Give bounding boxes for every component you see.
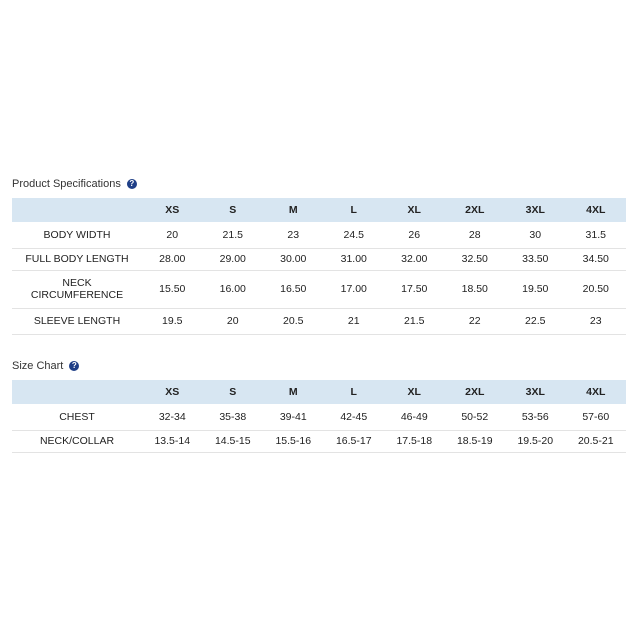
table-row — [12, 248, 626, 270]
table-cell: 18.5-19 — [445, 430, 506, 452]
table-cell: 53-56 — [505, 404, 566, 430]
table-cell: 19.50 — [505, 270, 566, 308]
table-cell: 50-52 — [445, 404, 506, 430]
table-cell: 17.00 — [324, 270, 385, 308]
size-header: XL — [407, 204, 421, 216]
product-specifications-heading — [12, 176, 626, 192]
question-circle-icon[interactable]: ? — [69, 361, 79, 371]
table-cell: 39-41 — [263, 404, 324, 430]
table-cell: 28 — [445, 222, 506, 248]
table-cell: 42-45 — [324, 404, 385, 430]
size-header: 4XL — [586, 204, 606, 216]
product-specifications-table — [12, 198, 626, 335]
table-cell: 34.50 — [566, 248, 627, 270]
table-cell: 21 — [324, 308, 385, 334]
table-row — [12, 222, 626, 248]
table-cell: 19.5 — [142, 308, 203, 334]
size-header: S — [229, 386, 237, 398]
size-header: S — [229, 204, 237, 216]
table-cell: 20 — [142, 222, 203, 248]
size-header: 3XL — [525, 204, 545, 216]
table-cell: 33.50 — [505, 248, 566, 270]
question-circle-icon[interactable]: ? — [127, 179, 137, 189]
table-cell: 18.50 — [445, 270, 506, 308]
table-cell: 14.5-15 — [203, 430, 264, 452]
table-cell: 35-38 — [203, 404, 264, 430]
table-cell: 16.50 — [263, 270, 324, 308]
row-label: NECK/COLLAR — [12, 430, 142, 452]
table-cell: 23 — [566, 308, 627, 334]
table-cell: 16.5-17 — [324, 430, 385, 452]
size-header: 2XL — [465, 204, 485, 216]
size-header: 2XL — [465, 386, 485, 398]
table-cell: 20.5 — [263, 308, 324, 334]
table-cell: 31.5 — [566, 222, 627, 248]
table-cell: 15.5-16 — [263, 430, 324, 452]
size-header: M — [288, 386, 298, 398]
table-cell: 32.50 — [445, 248, 506, 270]
header-blank-cell — [12, 198, 142, 222]
size-header: M — [288, 204, 298, 216]
table-header-row — [12, 198, 626, 222]
size-chart-table — [12, 380, 626, 453]
row-label: BODY WIDTH — [12, 222, 142, 248]
header-blank-cell — [12, 380, 142, 404]
size-chart-title: Size Chart — [12, 360, 64, 372]
table-cell: 46-49 — [384, 404, 445, 430]
row-label: CHEST — [12, 404, 142, 430]
table-row — [12, 270, 626, 308]
table-cell: 30.00 — [263, 248, 324, 270]
table-cell: 29.00 — [203, 248, 264, 270]
table-header-row — [12, 380, 626, 404]
size-header: 3XL — [525, 386, 545, 398]
table-cell: 30 — [505, 222, 566, 248]
table-cell: 21.5 — [203, 222, 264, 248]
table-cell: 28.00 — [142, 248, 203, 270]
table-cell: 57-60 — [566, 404, 627, 430]
size-chart-heading — [12, 358, 626, 374]
table-cell: 32-34 — [142, 404, 203, 430]
table-cell: 17.50 — [384, 270, 445, 308]
size-header: 4XL — [586, 386, 606, 398]
table-cell: 20.5-21 — [566, 430, 627, 452]
table-cell: 24.5 — [324, 222, 385, 248]
table-cell: 23 — [263, 222, 324, 248]
table-cell: 22.5 — [505, 308, 566, 334]
table-cell: 17.5-18 — [384, 430, 445, 452]
table-cell: 26 — [384, 222, 445, 248]
table-row — [12, 404, 626, 430]
table-cell: 32.00 — [384, 248, 445, 270]
row-label: SLEEVE LENGTH — [12, 308, 142, 334]
product-specifications-section — [12, 176, 626, 335]
size-chart-section — [12, 358, 626, 453]
row-label: NECK CIRCUMFERENCE — [12, 270, 142, 308]
size-header: XL — [407, 386, 421, 398]
table-cell: 31.00 — [324, 248, 385, 270]
size-header: XS — [165, 204, 180, 216]
table-cell: 22 — [445, 308, 506, 334]
product-specifications-title: Product Specifications — [12, 178, 121, 190]
table-cell: 16.00 — [203, 270, 264, 308]
table-cell: 20.50 — [566, 270, 627, 308]
size-header: L — [350, 204, 357, 216]
table-cell: 13.5-14 — [142, 430, 203, 452]
table-cell: 15.50 — [142, 270, 203, 308]
row-label: FULL BODY LENGTH — [12, 248, 142, 270]
table-cell: 19.5-20 — [505, 430, 566, 452]
table-row — [12, 430, 626, 452]
size-header: L — [350, 386, 357, 398]
table-cell: 21.5 — [384, 308, 445, 334]
size-header: XS — [165, 386, 180, 398]
table-cell: 20 — [203, 308, 264, 334]
table-row — [12, 308, 626, 334]
